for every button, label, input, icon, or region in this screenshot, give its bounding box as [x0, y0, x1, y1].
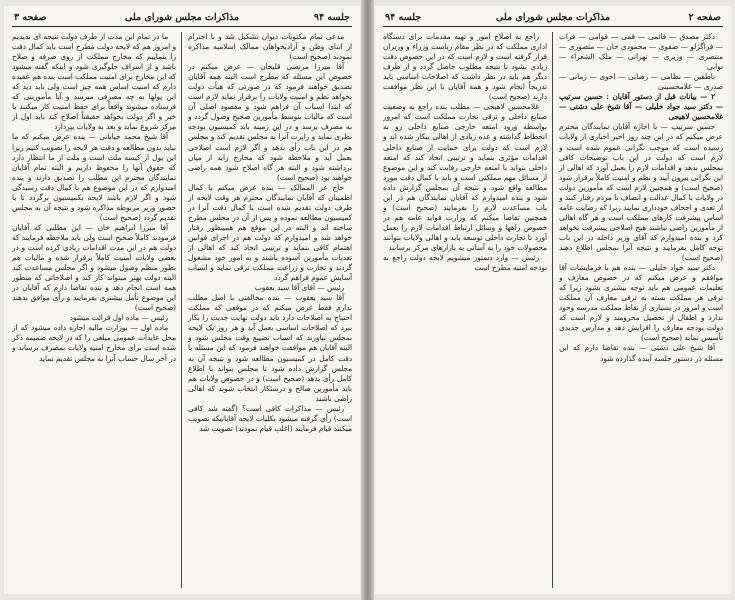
page-title: مذاکرات مجلس شورای ملی — [124, 12, 240, 23]
paragraph: آقا شیخ علی دشتی — بنده تقاضا دارم که این مسئله در دستور جلسه آینده گذارده شود — [559, 343, 723, 363]
text-columns — [383, 32, 723, 588]
paragraph: دکتر مصدق — قائمی — قمی — قوامی — فرات — فراگزلو — صفوی — محمودی خان — منصوری — منتصری — وزیری — تهرانی — ملک الشعراء — نوابی — [559, 32, 723, 72]
text-columns — [12, 32, 352, 588]
page-number: صفحه ۲ — [688, 12, 721, 23]
column-divider — [552, 32, 553, 588]
paragraph: رئیس — آقای آقا سید یعقوب — [254, 283, 344, 293]
paragraph: آقا سید یعقوب — بنده مخالفتی با اصل مطلب ندارم فقط عرض میکنم که در موقعی که مملکت احتیاج به اصلاحات دارد باید دولت نهایت جدیت را بکار ببرد که اصلاحات اساسی بعمل آید و هر روز یک لایحه بمجلس نیاورند که اسباب تضییع وقت مجلس شود و البته آقایان هم موافقت خواهند فرمود که این مسئله با دقت کامل در کمیسیون مطالعه شود و نتیجه آن به مجلس گزارش داده شود تا مجلس بتواند با اطلاع کامل رأی بدهد (صحیح است) و در خصوص ولایات هم باید مأمورین صالح و درستکار انتخاب شوند که اهالی راضی باشند — [188, 293, 352, 403]
paragraph: ناطقین — نظامی — رضایی — اخوی — زمانی — صدری — غلامحسینی — [559, 72, 723, 92]
page-number: جلسه ۹۴ — [313, 12, 350, 23]
paragraph: ۲ — بیانات قبل از دستور آقایان : حسین سرتیپ — دکتر سید جواد خلیلی — آقا شیخ علی دشتی — غلامحسین لاهیجی — [559, 92, 723, 122]
book-gutter — [361, 0, 374, 600]
paragraph: آقا میرزا مرتضی قلیخان — عرض میکنم در خصوص این مسئله که مطرح است البته همه آقایان تصدیق خواهند فرمود که در صورتی که هیأت دولت بخواهد نظم و امنیت ولایات را برقرار نماید لازم است که ابتدا اسباب آن فراهم شود و مقصود اصلی آن است که مالیات بتوسط مأمورین صحیح وصول گردد و به مصرف برسد و در این زمینه باید کمیسیون بودجه نظری نماید و راپرت آنرا به مجلس تقدیم کند و مجلس هم در این باب رأی بدهد و اگر لازم است اصلاحی بعمل آید و ملاحظه شود که مخارج زاید از میان برداشته شود و البته هر گاه اصلاح شود همه راضی خواهند بود (صحیح است) — [188, 62, 352, 182]
session-label: جلسه ۹۴ — [385, 12, 422, 23]
paragraph: حسین سرتیپ — با اجازه آقایان نمایندگان محترم عرض میکنم که در این چند روز اخیر اخباری از ولایات رسیده است که موجب نگرانی عموم شده است و لازم است که دولت در این باب توضیحات کافی بمجلس بدهد و اقدامات لازم را بعمل آورد که اهالی از این نگرانی بیرون آیند و نظم و امنیت کاملاً برقرار شود (صحیح است) و همچنین لازم است که مأمورین دولت در ولایات با کمال عدالت و انصاف با مردم رفتار کنند و از تعدی و اجحاف خودداری نمایند زیرا که رضایت عامه اساس پیشرفت کارهای مملکت است و هر گاه اهالی از مأمورین راضی نباشند هیچ اصلاحی پیشرفت نخواهد کرد و بنده امیدوارم که آقای وزیر داخله در این باب توجه کامل بفرمایند و نتیجه آنرا بمجلس اطلاع دهند (صحیح است) — [559, 122, 723, 263]
paragraph: دکتر سید جواد خلیلی — بنده هم با فرمایشات آقا موافقم و عرض میکنم که در خصوص معارف و تعلیمات عمومی هم باید توجه بیشتری بشود زیرا که ترقی هر مملکت بسته به ترقی معارف آن مملکت است و امروز در بسیاری از نقاط مملکت مدرسه وجود ندارد و اطفال از تحصیل محرومند و لازم است که دولت بودجه معارف را افزایش دهد و مدارس جدیدی تأسیس نماید (صحیح است) — [559, 263, 723, 343]
paragraph: رئیس — وارد دستور میشویم لایحه دولت راجع به بودجه امنیه مطرح است — [383, 253, 547, 273]
paragraph: غلامحسین لاهیجی — مطلب بنده راجع به وضعیت صنایع داخلی و ترقی تجارت مملکت است که امروز بواسطه ورود امتعه خارجی صنایع داخلی رو به انحطاط گذاشته و عده زیادی از اهالی بیکار شده اند و لازم است که دولت برای حمایت از صنایع داخلی اقدامات مؤثری بنماید و ترتیبی اتخاذ کند که امتعه داخلی بتواند با امتعه خارجی رقابت کند و این موضوع از مسائل مهم مملکتی است و باید با کمال دقت مورد مطالعه واقع شود و نتیجه آن بمجلس گزارش داده شود و بنده امیدوارم که آقایان نمایندگان هم در این باب مساعدت لازم را بفرمایند (صحیح است) و همچنین تقاضا میکنم که وزارت فواید عامه هم در خصوص راهها و وسائل ارتباط اقدامات لازم را بعمل آورد تا تجارت داخلی توسعه یابد و اهالی ولایات بتوانند محصولات خود را به آسانی به بازارهای مرکز برسانند — [383, 102, 547, 252]
paragraph: ما در تمام این مدت از طرف دولت نتیجه ای ندیدیم و امروز هم که لایحه دولت مطرح است باید کمال دقت را بنماییم که مخارج مملکت از روی صرفه و صلاح باشد و از اسراف جلوگیری شود و اینکه گفته میشود که این مخارج برای امنیت مملکت است بنده هم عقیده دارم که امنیت اساس همه چیز است ولی باید دید که این پولها به چه مصرفی میرسد و آیا مأمورینی که فرستاده میشوند واقعاً برای حفظ امنیت کار میکنند یا خیر و اگر دولت بخواهد حقیقتاً اصلاح کند باید اول از مرکز شروع نماید و بعد به ولایات بپردازد — [12, 32, 176, 132]
left-page — [4, 6, 360, 594]
column-right — [188, 32, 352, 588]
paragraph: حاج عز الممالک — بنده عرض میکنم با کمال اطمینان که آقایان نمایندگان محترم هر وقت لایحه از طرف دولت تقدیم شده است با کمال دقت آنرا در کمیسیون مطالعه نموده و پس از آن در مجلس مطرح ساخته اند و البته در این موقع هم همینطور رفتار خواهد شد و امیدوارم که دولت هم در اجرای قوانین اهتمام کافی بنماید و ترتیبی اتخاذ کند که اهالی از تعدیات مأمورین آسوده باشند و به امور خود مشغول گردند و تجارت و زراعت مملکت ترقی نماید و اسباب آسایش عموم فراهم گردد — [188, 182, 352, 283]
paragraph: آقا میرزا ابراهیم خان — این مطلبی که آقایان فرمودند کاملاً صحیح است ولی باید ملاحظه فرمایند که دولت هم در این مدت اقدامات زیادی کرده است و در بعضی ولایات امنیت کاملاً برقرار شده و مالیات هم بطور منظم وصول میشود و اگر مجلس مساعدت کند البته دولت بهتر میتواند کار کند و اصلاحاتی که منظور همه است انجام دهد و بنده تقاضا دارم که آقایان در این موضوع تأمل بیشتری بفرمایند و رأی موافق بدهند (صحیح است) — [12, 222, 176, 313]
paragraph: راجع به اصلاح امور و تهیه مقدمات برای دستگاه اداری مملکت که در نظر مقام ریاست وزراء و وزیران قرار گرفته است و لازم است که در این خصوص دقت زیادی بشود تا نتیجه مطلوب حاصل گردد و از طرف دیگر هم باید در نظر داشت که اصلاحات اساسی باید تدریجاً انجام شود و همه آقایان با این نظر موافقت دارند (صحیح است) — [383, 32, 547, 102]
column-left — [12, 32, 176, 588]
page-title: مذاکرات مجلس شورای ملی — [495, 12, 611, 23]
page-header — [12, 10, 352, 27]
right-page — [375, 6, 731, 594]
session-label: صفحه ۳ — [14, 12, 47, 23]
paragraph: مدعی تمام مکتوبات دیوان تشکیل شد و با احترام از ابنای وطن و آزادیخواهان ممالک اسلامیه مذاکره نمودند (صحیح است) — [188, 32, 352, 62]
paragraph: ماده اول — بوزارت مالیه اجازه داده میشود که از محل عایدات عمومی مبلغی را که در لایحه ضمیمه ذکر شده است برای مخارج امنیه ولایات بمصرف برساند و در آخر سال حساب آنرا به مجلس تقدیم نماید — [12, 323, 176, 363]
column-divider — [181, 32, 182, 588]
column-left — [383, 32, 547, 588]
page-header — [383, 10, 723, 27]
paragraph: رئیس — ماده اول قرائت میشود — [69, 313, 168, 323]
paragraph: رئیس — مذاکرات کافی است؟ (گفته شد کافی است) رأی گرفته میشود بکلیات لایحه آقایانیکه تصویب میکنند قیام فرمایند (اغلب قیام نمودند) تصویب شد — [188, 403, 352, 433]
paragraph: آقا شیخ محمد خیابانی — بنده عرض میکنم که ما نباید بدون مطالعه و دقت هر لایحه را تصویب کنیم زیرا این پول از کیسه ملت است و ملت از ما انتظار دارد که حقوق آنها را محفوظ داریم و البته تمام آقایان نمایندگان محترم این مطلب را تصدیق دارند و بنده امیدوارم که در این موضوع هم با کمال دقت رسیدگی شود و اگر لازم باشد لایحه بکمیسیون برگردد تا با حضور وزیر مربوطه مذاکره شود و نتیجه آن به مجلس تقدیم گردد (صحیح است) — [12, 132, 176, 222]
column-right — [559, 32, 723, 588]
